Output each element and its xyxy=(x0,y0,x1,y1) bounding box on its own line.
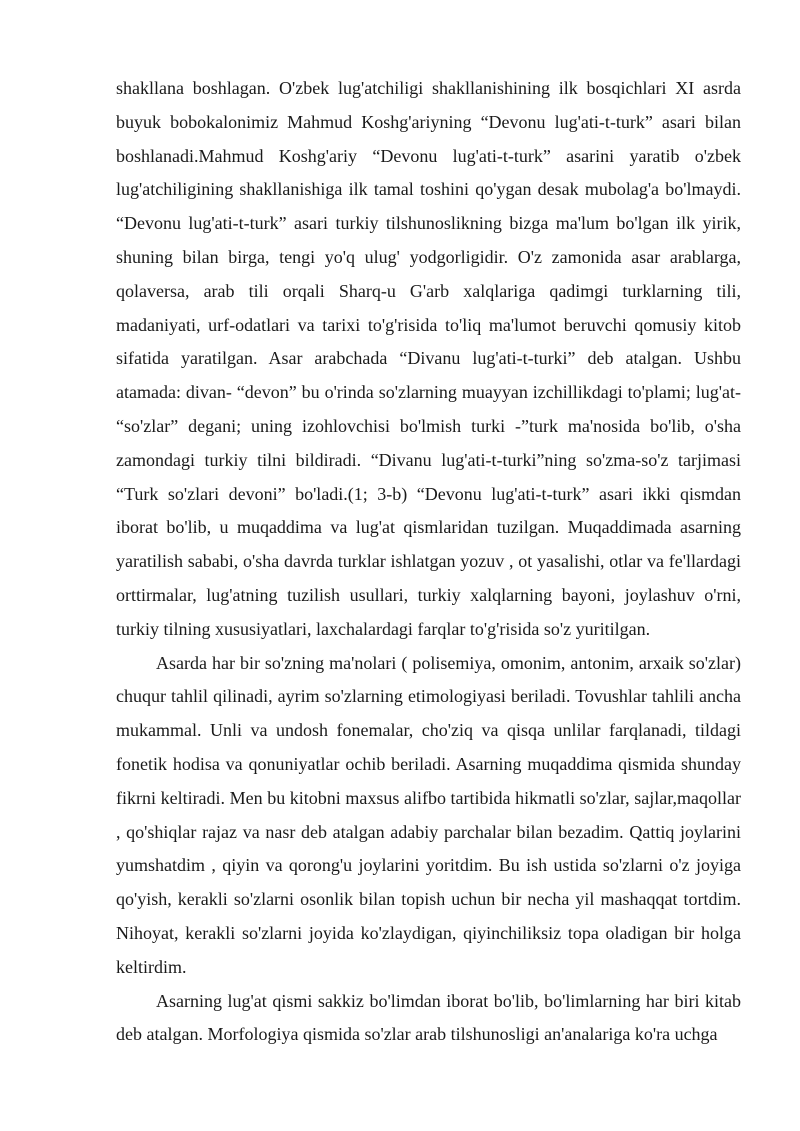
document-page xyxy=(116,72,741,1052)
paragraph-1: shakllana boshlagan. O'zbek lug'atchiligi shakllanishining ilk bosqichlari XI asrda buyuk bobokalonimiz Mahmud Koshg'ariyning “Devonu lug'ati-t-turk” asari bilan boshlanadi.Mahmud Koshg'ariy “Devonu lug'ati-t-turk” asarini yaratib o'zbek lug'atchiligining shakllanishiga ilk tamal toshini qo'ygan desak mubolag'a bo'lmaydi. “Devonu lug'ati-t-turk” asari turkiy tilshunoslikning bizga ma'lum bo'lgan ilk yirik, shuning bilan birga, tengi yo'q ulug' yodgorligidir. O'z zamonida asar arablarga, qolaversa, arab tili orqali Sharq-u G'arb xalqlariga qadimgi turklarning tili, madaniyati, urf-odatlari va tarixi to'g'risida to'liq ma'lumot beruvchi qomusiy kitob sifatida yaratilgan. Asar arabchada “Divanu lug'ati-t-turki” deb atalgan. Ushbu atamada: divan- “devon” bu o'rinda so'zlarning muayyan izchillikdagi to'plami; lug'at- “so'zlar” degani; uning izohlovchisi bo'lmish turki -”turk ma'nosida bo'lib, o'sha zamondagi turkiy tilni bildiradi. “Divanu lug'ati-t-turki”ning so'zma-so'z tarjimasi “Turk so'zlari devoni” bo'ladi.(1; 3-b) “Devonu lug'ati-t-turk” asari ikki qismdan iborat bo'lib, u muqaddima va lug'at qismlaridan tuzilgan. Muqaddimada asarning yaratilish sababi, o'sha davrda turklar ishlatgan yozuv , ot yasalishi, otlar va fe'llardagi orttirmalar, lug'atning tuzilish usullari, turkiy xalqlarning bayoni, joylashuv o'rni, turkiy tilning xususiyatlari, laxchalardagi farqlar to'g'risida so'z yuritilgan. xyxy=(116,78,741,639)
paragraph-3: Asarning lug'at qismi sakkiz bo'limdan iborat bo'lib, bo'limlarning har biri kitab deb atalgan. Morfologiya qismida so'zlar arab tilshunosligi an'analariga ko'ra uchga xyxy=(116,990,741,1045)
paragraph-2: Asarda har bir so'zning ma'nolari ( polisemiya, omonim, antonim, arxaik so'zlar) chuqur tahlil qilinadi, ayrim so'zlarning etimologiyasi beriladi. Tovushlar tahlili ancha mukammal. Unli va undosh fonemalar, cho'ziq va qisqa unlilar farqlanadi, tildagi fonetik hodisa va qonuniyatlar ochib beriladi. Asarning muqaddima qismida shunday fikrni keltiradi. Men bu kitobni maxsus alifbo tartibida hikmatli so'zlar, sajlar,maqollar , qo'shiqlar rajaz va nasr deb atalgan adabiy parchalar bilan bezadim. Qattiq joylarini yumshatdim , qiyin va qorong'u joylarini yoritdim. Bu ish ustida so'zlarni o'z joyiga qo'yish, kerakli so'zlarni osonlik bilan topish uchun bir necha yil mashaqqat tortdim. Nihoyat, kerakli so'zlarni joyida ko'zlaydigan, qiyinchiliksiz topa oladigan bir holga keltirdim. xyxy=(116,652,741,977)
